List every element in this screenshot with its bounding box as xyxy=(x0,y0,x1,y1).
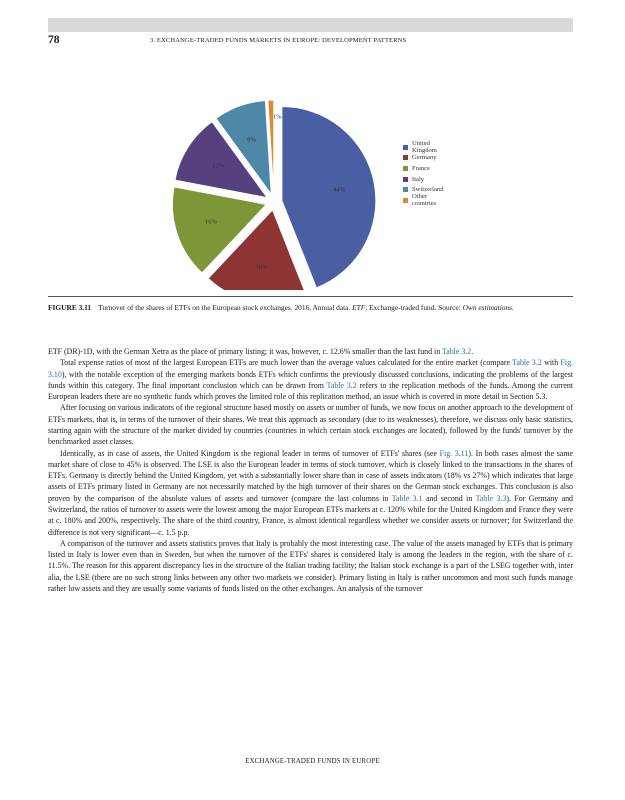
cross-reference-link[interactable]: Table 3.3 xyxy=(475,493,507,503)
pie-value-label: 9% xyxy=(247,136,256,144)
figure-rule xyxy=(48,296,573,297)
legend-swatch xyxy=(403,166,408,171)
cross-reference-link[interactable]: Fig. 3.10 xyxy=(48,358,573,379)
body-text-run: Identically, as in case of assets, the United Kingdom is the regional leader in terms of turnover of ETFs' shares (see xyxy=(60,448,440,458)
legend-swatch xyxy=(403,198,408,203)
legend-item xyxy=(403,163,444,174)
running-head: 3. EXCHANGE-TRADED FUNDS MARKETS IN EUROPE: DEVELOPMENT PATTERNS xyxy=(150,37,407,44)
caption-text-mid: , Exchange-traded fund. Source: xyxy=(365,303,463,312)
legend-swatch xyxy=(403,187,408,192)
cross-reference-link[interactable]: Table 3.1 xyxy=(391,493,423,503)
body-paragraph xyxy=(48,402,573,447)
body-text-run: refers to the replication methods of the funds. Among the current European leaders there are no synthetic funds which proves the limited role of this replication method, an issue which is covered in more detail in Section 5.3. xyxy=(48,380,573,402)
body-text-run: ). For Germany and Switzerland, the ratios of turnover to assets were the lowest among the major European ETFs markets at c. 120% while for the United Kingdom and France they were at c. 180% and 200%, respectively. The share of the third country, France, is almost identical regardless whether we consider assets or turnover; for Switzerland the difference is not very significant—c. 1.5 p.p. xyxy=(48,493,574,537)
body-text-run: . xyxy=(471,347,474,356)
page-number: 78 xyxy=(48,34,60,46)
pie-value-label: 12% xyxy=(212,162,224,170)
body-paragraph xyxy=(48,448,573,538)
legend-label: Other countries xyxy=(412,193,437,208)
legend-item xyxy=(403,174,444,185)
body-text-run: Total expense ratios of most of the largest European ETFs are much lower than the average values calculated for the entire market (compare xyxy=(60,358,513,368)
legend-item xyxy=(403,142,444,153)
pie-value-label: 16% xyxy=(204,218,217,226)
pie-slice-united-kingdom xyxy=(282,107,376,288)
body-text-run: ), with the notable exception of the emerging markets bonds ETFs which confirms the previously discussed conclusions, indicating the problems of the largest funds within this category. The final important conclusion which can be drawn from xyxy=(48,369,573,390)
figure-caption xyxy=(48,303,573,313)
pie-value-label: 44% xyxy=(333,186,346,194)
legend-swatch xyxy=(403,177,408,182)
body-text-run: with xyxy=(541,358,561,368)
body-text-run: and second in xyxy=(422,493,476,503)
caption-text: Turnover of the shares of ETFs on the European stock exchanges. 2016, Annual data. xyxy=(98,303,353,312)
legend-label: France xyxy=(412,164,430,172)
chart-legend xyxy=(403,142,444,206)
cross-reference-link[interactable]: Table 3.2 xyxy=(441,347,472,356)
header-bar xyxy=(48,18,573,32)
cross-reference-link[interactable]: Table 3.2 xyxy=(512,358,542,368)
legend-swatch xyxy=(403,145,408,150)
footer: EXCHANGE-TRADED FUNDS IN EUROPE xyxy=(245,758,380,765)
legend-label: Germany xyxy=(412,154,437,162)
body-text xyxy=(48,346,573,594)
body-paragraph xyxy=(48,346,573,357)
body-text-run: ETF (DR)-1D, with the German Xetra as the place of primary listing; it was, however, c. 12.6% smaller than the last fund in xyxy=(48,347,442,356)
cross-reference-link[interactable]: Fig. 3.11 xyxy=(439,448,469,458)
cross-reference-link[interactable]: Table 3.2 xyxy=(326,380,357,390)
legend-item xyxy=(403,195,444,206)
figure-label: FIGURE 3.11 xyxy=(48,303,92,312)
pie-value-label: 1% xyxy=(272,113,282,121)
legend-swatch xyxy=(403,155,408,160)
legend-label: Switzerland xyxy=(412,186,444,194)
pie-chart-svg xyxy=(48,50,573,290)
body-text-run: ). In both cases almost the same market share of close to 45% is observed. The LSE is also the European leader in terms of stock turnover, which is closely linked to the transactions in the shares of ETFs. Germany is directly behind the United Kingdom, yet with a substantially lower share than in case of assets indicators (18% vs 27%) which indicates that large assets of ETFs primary listed in Germany are not necessarily matched by the high turnover of their shares on the German stock exchanges. This conclusion is also proven by the comparison of the absolute values of assets and turnover (compare the last columns in xyxy=(48,448,573,503)
body-text-run: A comparison of the turnover and assets statistics proves that Italy is probably the most interesting case. The value of the assets managed by ETFs that is primary listed in Italy is lower even than in Sweden, but when the turnover of the ETFs' shares is considered Italy is among the leaders in the region, with the share of c. 11.5%. The reason for this apparent discrepancy lies in the structure of the Italian trading facility; the Italian stock exchange is a part of the LSEG together with, inter alia, the LSE (there are no such strong links between any other two markets we consider). Primary listing in Italy is rather uncommon and most such funds manage rather low assets and they are usually some variants of funds listed on the other exchanges. An analysis of the turnover xyxy=(48,538,573,593)
caption-source: Own estimations. xyxy=(462,303,514,312)
body-paragraph xyxy=(48,357,573,402)
caption-abbrev: ETF xyxy=(352,303,366,312)
legend-label: United Kingdom xyxy=(412,140,437,155)
pie-value-label: 18% xyxy=(255,263,268,271)
body-paragraph xyxy=(48,538,573,594)
legend-label: Italy xyxy=(412,175,425,183)
body-text-run: After focusing on various indicators of the regional structure based mostly on assets or number of funds, we now focus on another approach to the development of ETFs markets, that is, in terms of the turnover of their shares. We treat this approach as secondary (due to its weaknesses), therefore, we discuss only basic statistics, starting again with the structure of the market divided by countries (countries in which certain stock exchanges are located), followed by the funds' turnover by the benchmarked asset classes. xyxy=(48,403,573,447)
